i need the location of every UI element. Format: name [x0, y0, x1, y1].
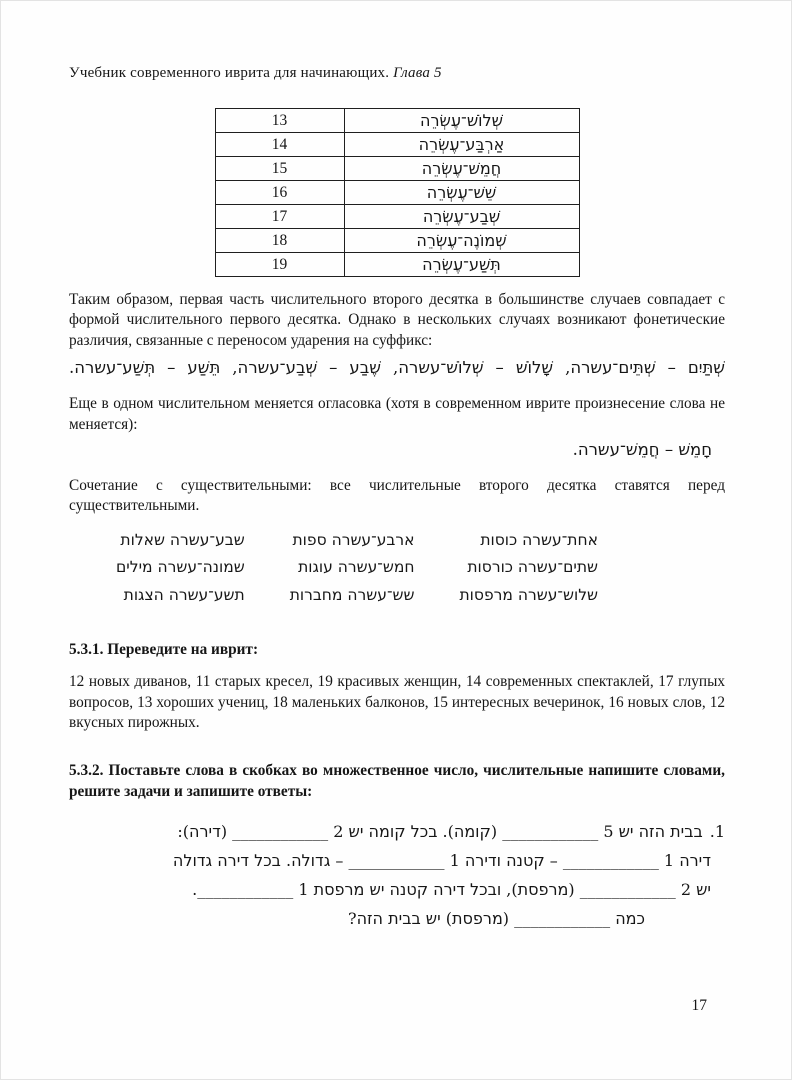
- noun-column-right: [459, 527, 598, 610]
- number-cell: 17: [215, 205, 344, 229]
- hebrew-numeral-cell: שְׁבַע־עֶשְׂרֵה: [344, 205, 579, 229]
- exercise-531-heading: 5.3.1. Переведите на иврит:: [69, 641, 259, 659]
- exercise-532-heading: 5.3.2. Поставьте слова в скобках во множественное число, числительные напишите словами, решите задачи и запишите ответы:: [69, 761, 725, 800]
- noun-item: חמש־עשרה עוגות: [298, 558, 415, 577]
- table-row: [215, 205, 579, 229]
- exercise-line-2: דירה 1 ____________ – קטנה ודירה 1 ____________ – גדולה. בכל דירה גדולה: [172, 850, 711, 870]
- noun-column-left: [116, 527, 245, 610]
- table-row: [215, 229, 579, 253]
- hebrew-numeral-cell: אַרְבַּע־עֶשְׂרֵה: [344, 133, 579, 157]
- number-cell: 14: [215, 133, 344, 157]
- hebrew-numeral-cell: שְׁמוֹנֶה־עֶשְׂרֵה: [344, 229, 579, 253]
- exercise-line-4: כמה ____________ (מרפסת) יש בבית הזה?: [347, 908, 645, 928]
- noun-column-middle: [290, 527, 415, 610]
- hebrew-numeral-cell: שְׁלוֹשׁ־עֶשְׂרֵה: [344, 109, 579, 133]
- table-row: [215, 181, 579, 205]
- exercise-531-body: 12 новых диванов, 11 старых кресел, 19 красивых женщин, 14 современных спектаклей, 17 глупых вопросов, 13 хороших учениц, 18 маленьких балконов, 15 интересных вечеринок, 16 новых слов, 12 вкусных пирожных.: [69, 673, 725, 732]
- hebrew-five-example-line: חָמֵשׁ – חֲמֵשׁ־עשרה.: [572, 440, 712, 460]
- paragraph-vowel-change: Еще в одном числительном меняется огласовка (хотя в современном иврите произнесение слова не меняется):: [69, 395, 725, 433]
- noun-item: תשע־עשרה הצגות: [123, 585, 245, 604]
- hebrew-numeral-cell: שֵׁשׁ־עֶשְׂרֵה: [344, 181, 579, 205]
- noun-item: שבע־עשרה שאלות: [120, 530, 245, 549]
- noun-item: שש־עשרה מחברות: [289, 585, 415, 604]
- noun-item: שמונה־עשרה מילים: [116, 558, 245, 577]
- number-cell: 19: [215, 253, 344, 277]
- book-title: Учебник современного иврита для начинающих.: [69, 65, 394, 81]
- numerals-table: [215, 108, 580, 277]
- number-cell: 13: [215, 109, 344, 133]
- noun-phrase-columns: [116, 527, 598, 610]
- hebrew-numeral-cell: חֲמֵשׁ־עֶשְׂרֵה: [344, 157, 579, 181]
- number-cell: 15: [215, 157, 344, 181]
- page-number: 17: [691, 997, 707, 1014]
- noun-item: ארבע־עשרה ספות: [292, 530, 415, 549]
- chapter-label: Глава 5: [393, 65, 442, 81]
- exercise-line-text: בבית הזה יש 5 ____________ (קומה). בכל קומה יש 2 ____________ (דירה):: [177, 821, 703, 841]
- exercise-item-number: 1.: [709, 821, 725, 841]
- paragraph-with-nouns: Сочетание с существительными: все числительные второго десятка ставятся перед существительными.: [69, 477, 725, 515]
- exercise-532-block: [69, 817, 725, 933]
- table-row: [215, 253, 579, 277]
- noun-item: שלוש־עשרה מרפסות: [459, 585, 598, 604]
- number-cell: 18: [215, 229, 344, 253]
- table-row: [215, 109, 579, 133]
- number-cell: 16: [215, 181, 344, 205]
- exercise-line-1: [69, 817, 725, 846]
- running-head: [69, 65, 725, 82]
- hebrew-stress-examples-line: שְׁתַּיִם – שְׁתֵּים־עשרה, שָׁלוֹשׁ – שְׁלוֹשׁ־עשרה, שֶׁבַע – שְׁבַע־עשרה, תֵּשַׁע – תְּשַׁע־עשרה.: [69, 358, 725, 378]
- page-content: [1, 1, 791, 933]
- paragraph-after-table: Таким образом, первая часть числительного второго десятка в большинстве случаев совпадает с формой числительного первого десятка. Однако в нескольких случаях возникают фонетические различия, связанные с переносом ударения на суффикс:: [69, 291, 725, 349]
- table-row: [215, 133, 579, 157]
- hebrew-numeral-cell: תְּשַׁע־עֶשְׂרֵה: [344, 253, 579, 277]
- exercise-line-3: יש 2 ____________ (מרפסת), ובכל דירה קטנה יש מרפסת 1 ____________.: [192, 879, 711, 899]
- noun-item: שתים־עשרה כורסות: [467, 558, 598, 577]
- noun-item: אחת־עשרה כוסות: [480, 530, 598, 549]
- table-row: [215, 157, 579, 181]
